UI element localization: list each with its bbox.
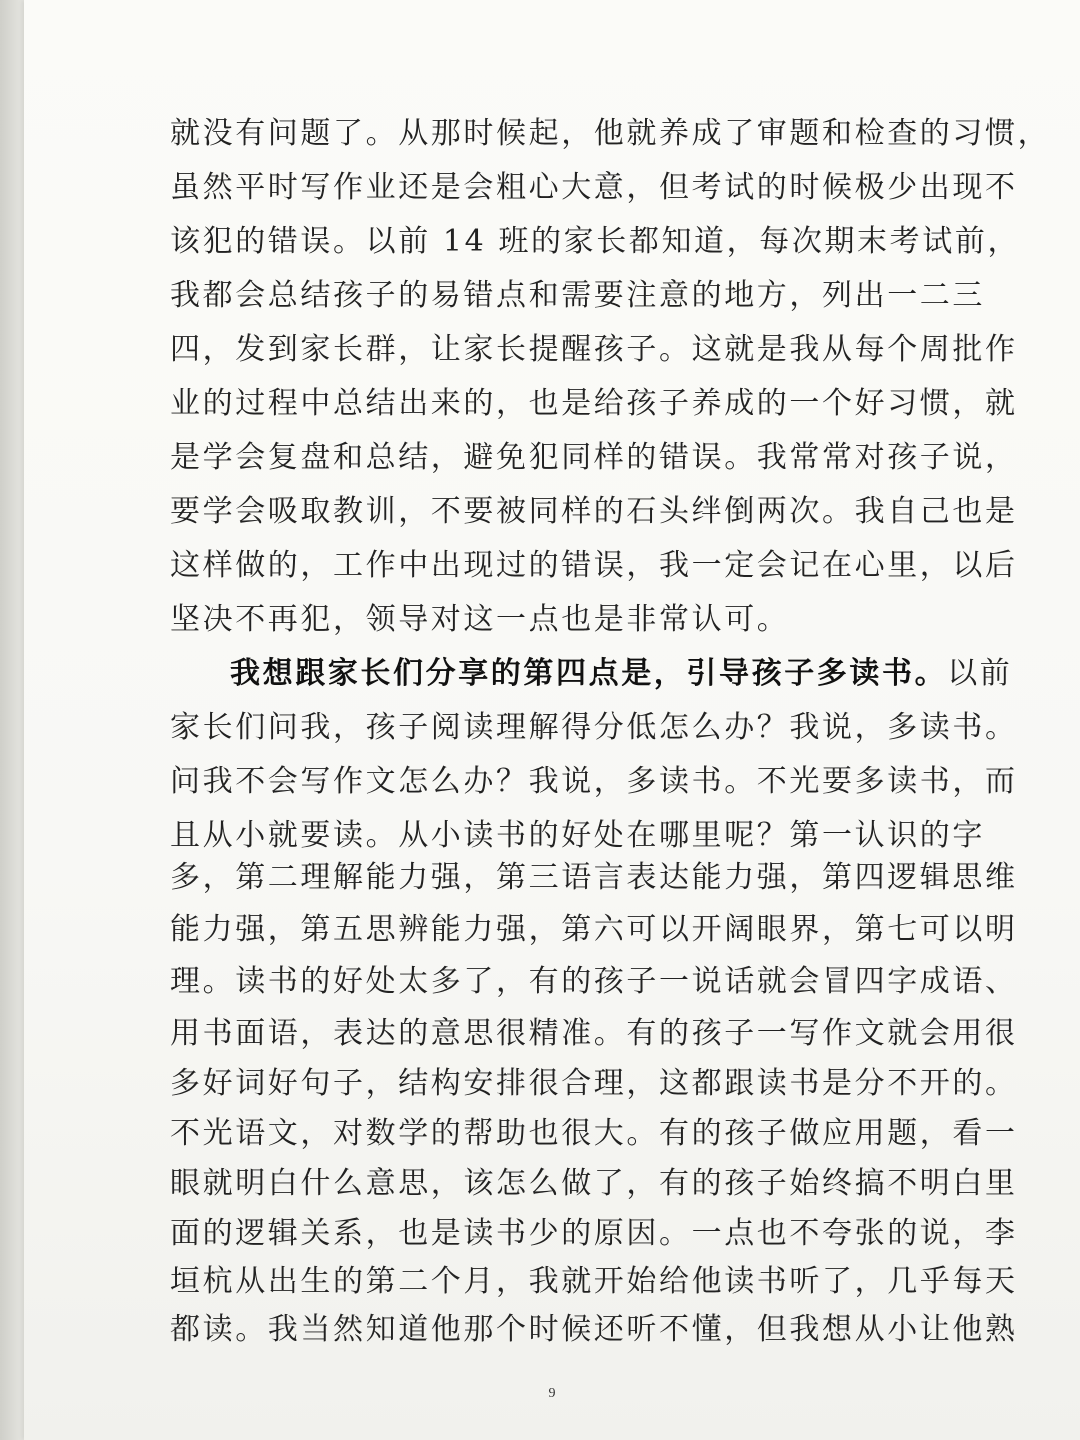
text-line: 多好词好句子，结构安排很合理，这都跟读书是分不开的。 xyxy=(170,1066,1018,1101)
text-line: 眼就明白什么意思，该怎么做了，有的孩子始终搞不明白里 xyxy=(170,1166,1018,1201)
text-line: 这样做的，工作中出现过的错误，我一定会记在心里，以后 xyxy=(170,548,1018,583)
text-line: 业的过程中总结出来的，也是给孩子养成的一个好习惯，就 xyxy=(170,386,1018,421)
text-line: 能力强，第五思辨能力强，第六可以开阔眼界，第七可以明 xyxy=(170,912,1018,947)
bold-heading: 我想跟家长们分享的第四点是，引导孩子多读书。 xyxy=(230,656,948,691)
text-line: 面的逻辑关系，也是读书少的原因。一点也不夸张的说，李 xyxy=(170,1216,1018,1251)
text-line: 都读。我当然知道他那个时候还听不懂，但我想从小让他熟 xyxy=(170,1312,1018,1347)
text-line: 虽然平时写作业还是会粗心大意，但考试的时候极少出现不 xyxy=(170,170,1018,205)
text-line: 用书面语，表达的意思很精准。有的孩子一写作文就会用很 xyxy=(170,1016,1018,1051)
text-line: 该犯的错误。以前 14 班的家长都知道，每次期末考试前， xyxy=(170,224,1021,259)
page-number: 9 xyxy=(548,1386,556,1401)
text-line: 要学会吸取教训，不要被同样的石头绊倒两次。我自己也是 xyxy=(170,494,1018,529)
text-line: 问我不会写作文怎么办？我说，多读书。不光要多读书，而 xyxy=(170,764,1018,799)
heading-continuation: 以前 xyxy=(947,656,1013,691)
text-line: 四，发到家长群，让家长提醒孩子。这就是我从每个周批作 xyxy=(170,332,1018,367)
text-line: 家长们问我，孩子阅读理解得分低怎么办？我说，多读书。 xyxy=(170,710,1018,745)
text-line: 理。读书的好处太多了，有的孩子一说话就会冒四字成语、 xyxy=(170,964,1018,999)
page-shadow-edge xyxy=(0,0,24,1440)
text-line: 多，第二理解能力强，第三语言表达能力强，第四逻辑思维 xyxy=(170,860,1018,895)
text-line: 我都会总结孩子的易错点和需要注意的地方，列出一二三 xyxy=(170,278,985,313)
text-line: 就没有问题了。从那时候起，他就养成了审题和检查的习惯， xyxy=(170,116,1051,151)
text-line: 且从小就要读。从小读书的好处在哪里呢？第一认识的字 xyxy=(170,818,985,853)
text-line: 坚决不再犯，领导对这一点也是非常认可。 xyxy=(170,602,790,637)
text-line: 垣杭从出生的第二个月，我就开始给他读书听了，几乎每天 xyxy=(170,1264,1018,1299)
text-line: 是学会复盘和总结，避免犯同样的错误。我常常对孩子说， xyxy=(170,440,1018,475)
text-line: 不光语文，对数学的帮助也很大。有的孩子做应用题，看一 xyxy=(170,1116,1018,1151)
paragraph-first-line xyxy=(230,654,1012,694)
document-page xyxy=(24,0,1080,1440)
